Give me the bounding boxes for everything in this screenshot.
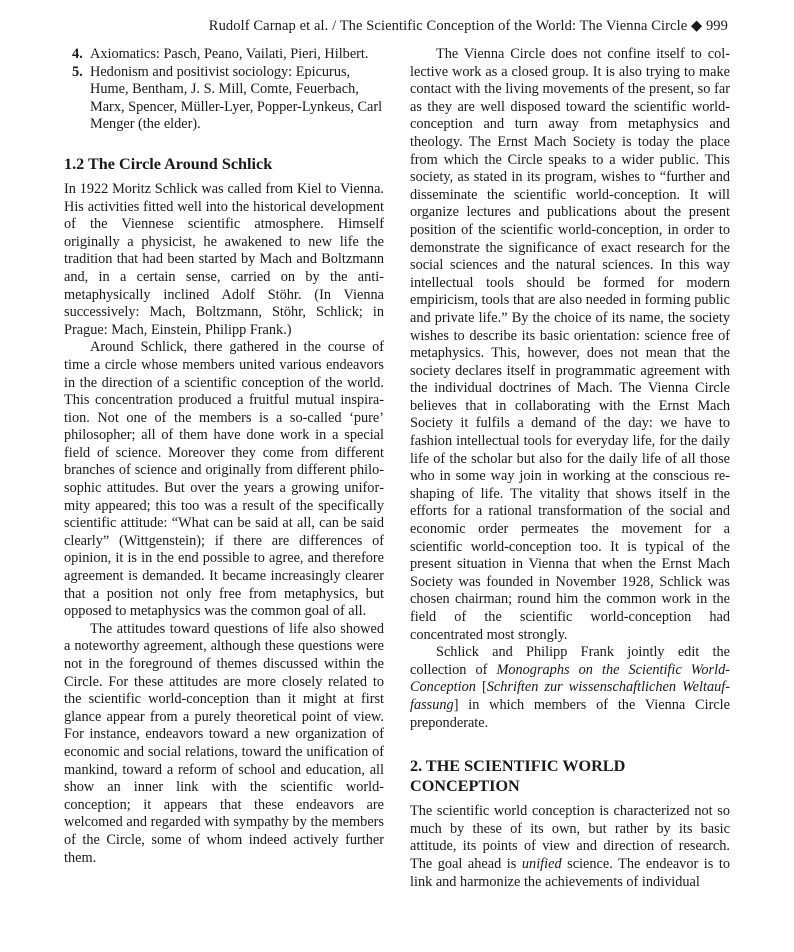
text-span: Schlick and Philipp Frank jointly edit the collection of bbox=[410, 644, 730, 678]
paragraph-monographs bbox=[410, 644, 730, 732]
right-column bbox=[410, 46, 730, 891]
text-span: The scientific world conception is characterized not so much by these of its own, but rather by its basic attitude, its points of view and direction of research. The goal ahead is bbox=[410, 803, 730, 872]
list-text: Hedonism and positivist sociology: Epicurus, Hume, Bentham, J. S. Mill, Comte, Feuerbach, Marx, Spencer, Müller-Lyer, Popper-Lynkeus, Carl Menger (the elder). bbox=[90, 63, 383, 133]
paragraph: Around Schlick, there gathered in the course of time a circle whose members united various endeavors in the direction of a scientific conception of the world. This concentration produced a fruitful mutual inspiration. Not one of the members is a so-called ‘pure’ philosopher; all of them have done work in a special field of science. Moreover they come from different branches of science and originally from different philosophic attitudes. But over the years a growing uniformity appeared; this too was a result of the specifically scientific attitude: “What can be said at all, can be said clearly” (Wittgenstein); if there are differences of opinion, it is in the end possible to agree, and therefore agreement is demanded. It became increasingly clearer that a position not only free from metaphysics, but opposed to metaphysics was the common goal of all. bbox=[64, 339, 384, 620]
paragraph: In 1922 Moritz Schlick was called from Kiel to Vienna. His activities fitted well into the historical development of the Viennese scientific atmosphere. Himself originally a physicist, he awakened to new life the tradition that had been started by Mach and Boltzmann and, in a certain sense, carried on by the anti-metaphysically inclined Adolf Stöhr. (In Vienna successively: Mach, Boltzmann, Stöhr, Schlick; in Prague: Mach, Einstein, Philipp Frank.) bbox=[64, 180, 384, 338]
numbered-list bbox=[64, 46, 384, 134]
section-heading-scientific-world-conception: 2. THE SCIENTIFIC WORLD CONCEPTION bbox=[410, 757, 626, 796]
paragraph: The attitudes toward questions of life also showed a noteworthy agreement, although these questions were not in the foreground of themes discussed within the Circle. For these attitudes are more closely related to the scientific world-conception than it might at first glance appear from a purely theoretical point of view. For instance, endeavors toward a new organization of economic and social relations, toward the unification of mankind, toward a reform of school and education, all show an inner link with the scientific world-conception; it appears that these endeavors are welcomed and regarded with sympathy by the members of the Circle, some of whom indeed actively further them. bbox=[64, 620, 384, 866]
text-span: [ bbox=[475, 679, 487, 696]
monograph-title-english: Monographs on the Scientific World-Conception bbox=[410, 661, 730, 696]
left-column bbox=[64, 46, 384, 867]
text-span: ] in which members of the Vienna Circle preponderate. bbox=[410, 696, 730, 731]
text-span: science. The endeavor is to link and harmonize the achievements of individual bbox=[410, 855, 730, 890]
section-heading-circle-around-schlick: 1.2 The Circle Around Schlick bbox=[64, 154, 273, 173]
list-number: 4. bbox=[72, 46, 83, 62]
list-number: 5. bbox=[72, 63, 83, 80]
monograph-title-german: Schriften zur wissenschaftlichen Weltauffassung bbox=[410, 679, 731, 713]
paragraph: The Vienna Circle does not confine itself to collective work as a closed group. It is also trying to make contact with the living movements of the present, so far as they are well disposed toward the scientific world-conception and turn away from metaphysics and theology. The Ernst Mach Society is today the place from which the Circle speaks to a wider public. This society, as stated in its program, wishes to “further and disseminate the scientific world-conception. It will organize lectures and publications about the present position of the scientific world-conception, in order to demonstrate the significance of exact research for the social sciences and the natural sciences. In this way intellectual tools should be formed for modern empiricism, tools that are also needed in forming public and private life.” By the choice of its name, the society wishes to describe its basic orientation: science free of metaphysics. This, however, does not mean that the society declares itself in programmatic agreement with the individual doctrines of Mach. The Vienna Circle believes that in collaborating with the Ernst Mach Society it fulfils a demand of the day: we have to fashion intellectual tools for everyday life, for the daily life of the scholar but also for the daily life of all those who in some way join in working at the conscious re-shaping of life. The vitality that shows itself in the efforts for a rational transformation of the social and economic order permeates the movement for a scientific world-conception too. It is typical of the present situation in Vienna that when the Ernst Mach Society was founded in November 1928, Schlick was chosen chairman; round him the common work in the field of the scientific world-conception had concentrated most strongly. bbox=[410, 46, 730, 643]
running-head: Rudolf Carnap et al. / The Scientific Conception of the World: The Vienna Circle ◆ 999 bbox=[208, 18, 728, 34]
list-item bbox=[64, 64, 384, 134]
emphasis-unified: unified bbox=[521, 855, 562, 872]
paragraph bbox=[410, 803, 730, 891]
list-text: Axiomatics: Pasch, Peano, Vailati, Pieri, Hilbert. bbox=[90, 46, 369, 62]
list-item bbox=[64, 46, 384, 64]
